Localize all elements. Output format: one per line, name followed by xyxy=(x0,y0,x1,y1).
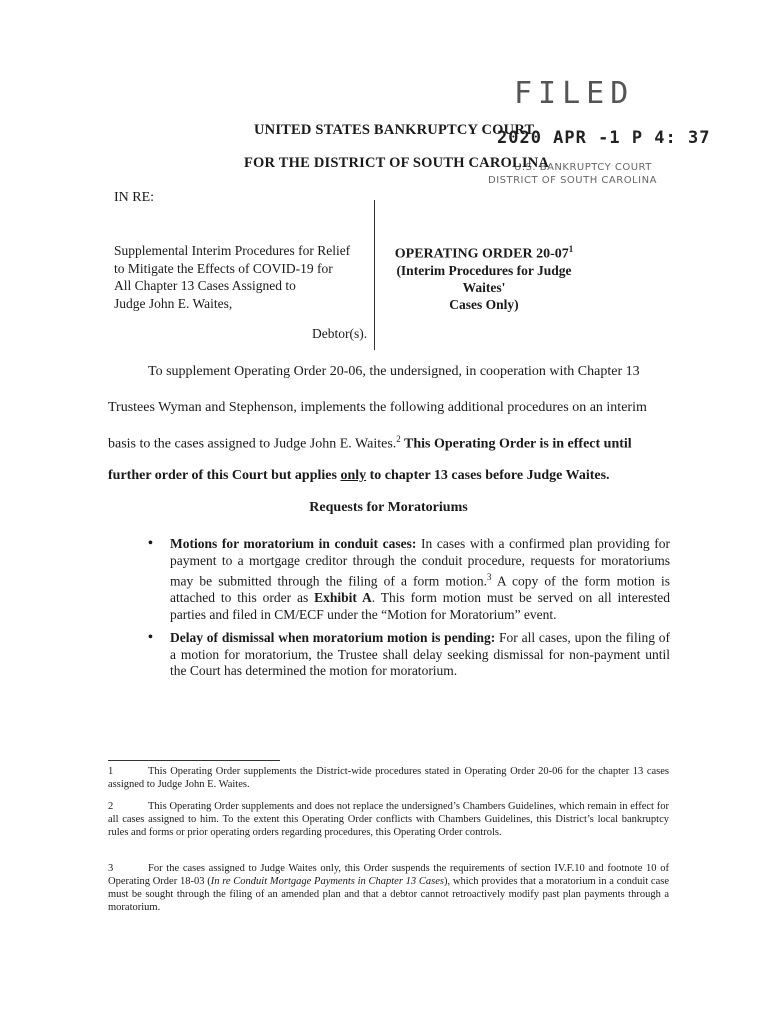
order-title xyxy=(380,244,588,263)
case-caption-matter xyxy=(114,242,372,312)
section-heading: Requests for Moratoriums xyxy=(309,500,468,515)
order-subtitle xyxy=(380,262,588,313)
bullet-item xyxy=(170,630,670,680)
bullet-text-a: In cases with a confirmed plan providing for payment to a mortgage creditor through the conduit procedure, requests for moratoriums may be submitted through the filing of a form motion. xyxy=(170,536,670,589)
caption-matter-line: to Mitigate the Effects of COVID-19 for xyxy=(114,260,333,276)
footnote-ref: 1 xyxy=(568,244,574,254)
footnote-text: This Operating Order supplements and does not replace the undersigned’s Chambers Guidelines, which remain in effect for all cases assigned to him. To the extent this Operating Order conflicts with Chambers Guidelines, this District’s local bankruptcy rules and forms or prior operating orders regarding procedures, this Operating Order controls. xyxy=(108,801,669,838)
caption-matter-line: Judge John E. Waites, xyxy=(114,295,233,311)
intro-line-2: Trustees Wyman and Stephenson, implements the following additional procedures on an interim xyxy=(108,400,647,415)
caption-divider xyxy=(374,200,376,350)
bullet-marker: • xyxy=(148,536,153,551)
footnote-number: 1 xyxy=(108,766,114,777)
caption-matter-line: All Chapter 13 Cases Assigned to xyxy=(114,278,296,293)
intro-line-1: To supplement Operating Order 20-06, the undersigned, in cooperation with Chapter 13 xyxy=(148,364,640,379)
filed-stamp: FILED xyxy=(514,76,635,111)
debtor-label: Debtor(s). xyxy=(312,326,368,341)
footnote-number: 3 xyxy=(108,863,114,874)
caption-matter-line: Supplemental Interim Procedures for Relief xyxy=(114,243,351,258)
footnote-number: 2 xyxy=(108,801,114,812)
bullet-marker: • xyxy=(148,630,153,645)
filed-date-stamp: 2020 APR -1 P 4: 37 xyxy=(497,128,711,148)
intro-line-4-underlined: only xyxy=(340,468,367,483)
order-subtitle-line: (Interim Procedures for Judge Waites' xyxy=(396,263,572,295)
footnote-ref: 2 xyxy=(396,434,401,444)
footnote-3 xyxy=(108,862,669,914)
intro-line-4-b: to chapter 13 cases before Judge Waites. xyxy=(366,468,610,483)
intro-line-4-a: further order of this Court but applies xyxy=(108,468,341,483)
bullet-title: Delay of dismissal when moratorium motion is pending: xyxy=(170,630,496,645)
intro-line-3-text: basis to the cases assigned to Judge John E. Waites. xyxy=(108,436,397,452)
footnote-2 xyxy=(108,800,669,839)
order-subtitle-line: Cases Only) xyxy=(449,297,519,312)
bullet-text-b: A copy of the form motion is attached to this order as xyxy=(170,573,671,605)
court-name: UNITED STATES BANKRUPTCY COURT xyxy=(254,122,535,138)
stamp-court-line-1: U.S. BANKRUPTCY COURT xyxy=(514,162,652,173)
intro-line-4 xyxy=(108,468,610,484)
footnote-text-a: For the cases assigned to Judge Waites only, this Order suspends the requirements of section IV.F.10 and footnote 10 of Operating Order 18-03 ( xyxy=(108,863,669,887)
exhibit-ref: Exhibit A xyxy=(314,590,372,605)
stamp-court-line-2: DISTRICT OF SOUTH CAROLINA xyxy=(488,175,657,186)
bullet-title: Motions for moratorium in conduit cases: xyxy=(170,536,417,551)
bullet-item xyxy=(170,536,670,623)
intro-line-3-bold: This Operating Order is in effect until xyxy=(400,436,632,452)
footnote-case-title: In re Conduit Mortgage Payments in Chapter 13 Cases xyxy=(210,876,444,887)
in-re-label: IN RE: xyxy=(114,190,155,205)
footnote-ref: 3 xyxy=(487,572,492,582)
bullet-text-c: . This form motion must be served on all interested parties and filed in CM/ECF under the “Motion for Moratorium” event. xyxy=(170,590,670,622)
order-title-text: OPERATING ORDER 20-07 xyxy=(394,246,569,262)
court-district: FOR THE DISTRICT OF SOUTH CAROLINA xyxy=(244,155,550,171)
footnote-text-b: ), which provides that a moratorium in a conduit case must be sought through the filing of an amended plan and that a debtor cannot retroactively modify past plan payments through a moratorium. xyxy=(108,876,670,913)
footnote-text: This Operating Order supplements the District-wide procedures stated in Operating Order 20-06 for the chapter 13 cases assigned to Judge John E. Waites. xyxy=(108,766,669,790)
footnote-1 xyxy=(108,765,669,791)
footnote-divider xyxy=(108,760,280,761)
bullet-text-a: For all cases, upon the filing of a motion for moratorium, the Trustee shall delay seeking dismissal for non-payment until the Court has determined the motion for moratorium. xyxy=(170,630,670,678)
intro-line-3 xyxy=(108,434,632,453)
